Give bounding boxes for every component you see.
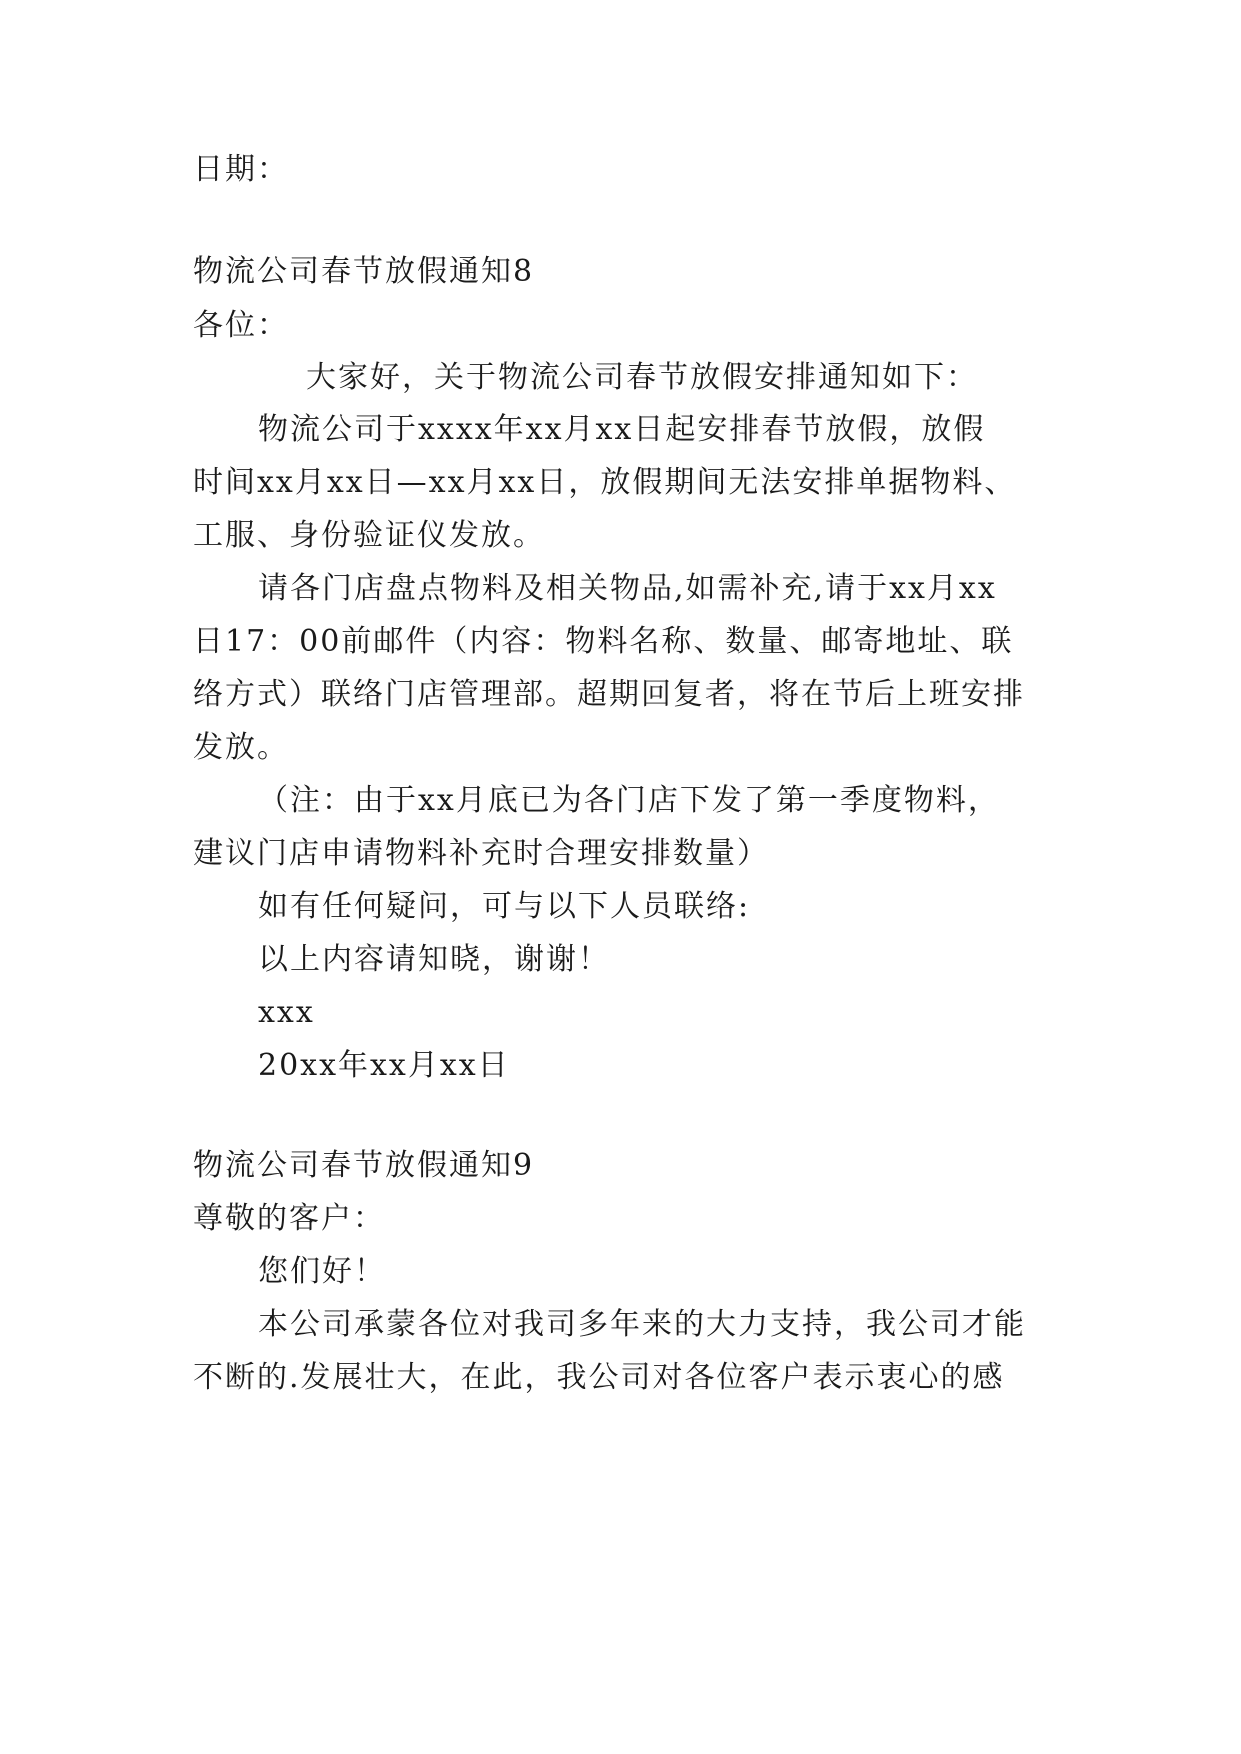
- notice8-para2-line: 发放。: [193, 730, 289, 765]
- notice8-signer: xxx: [258, 995, 315, 1030]
- notice8-intro: 大家好，关于物流公司春节放假安排通知如下：: [306, 360, 978, 395]
- notice9-title: 物流公司春节放假通知9: [193, 1148, 535, 1183]
- notice9-greeting: 尊敬的客户：: [193, 1201, 385, 1236]
- notice9-para1-line: 本公司承蒙各位对我司多年来的大力支持，我公司才能: [258, 1307, 1026, 1342]
- notice8-note-line: （注：由于xx月底已为各门店下发了第一季度物料，: [258, 783, 1000, 818]
- notice8-para1-line: 物流公司于xxxx年xx月xx日起安排春节放假，放假: [258, 412, 986, 447]
- notice8-title: 物流公司春节放假通知8: [193, 254, 535, 289]
- date-label: 日期：: [193, 152, 289, 187]
- notice9-hello: 您们好！: [258, 1254, 386, 1289]
- notice8-para2-line: 日17：00前邮件（内容：物料名称、数量、邮寄地址、联: [193, 624, 1014, 659]
- notice8-para2-line: 请各门店盘点物料及相关物品,如需补充,请于xx月xx: [258, 571, 997, 606]
- notice8-para1-line: 时间xx月xx日—xx月xx日，放假期间无法安排单据物料、: [193, 465, 1017, 500]
- notice8-para2-line: 络方式）联络门店管理部。超期回复者，将在节后上班安排: [193, 677, 1025, 712]
- notice9-para1-line: 不断的.发展壮大，在此，我公司对各位客户表示衷心的感: [193, 1360, 1005, 1395]
- notice8-date: 20xx年xx月xx日: [258, 1048, 510, 1083]
- notice8-greeting: 各位：: [193, 308, 289, 343]
- notice8-note-line: 建议门店申请物料补充时合理安排数量）: [193, 836, 769, 871]
- notice8-contact: 如有任何疑问，可与以下人员联络:: [258, 889, 751, 924]
- notice8-thanks: 以上内容请知晓，谢谢！: [258, 942, 610, 977]
- notice8-para1-line: 工服、身份验证仪发放。: [193, 518, 545, 553]
